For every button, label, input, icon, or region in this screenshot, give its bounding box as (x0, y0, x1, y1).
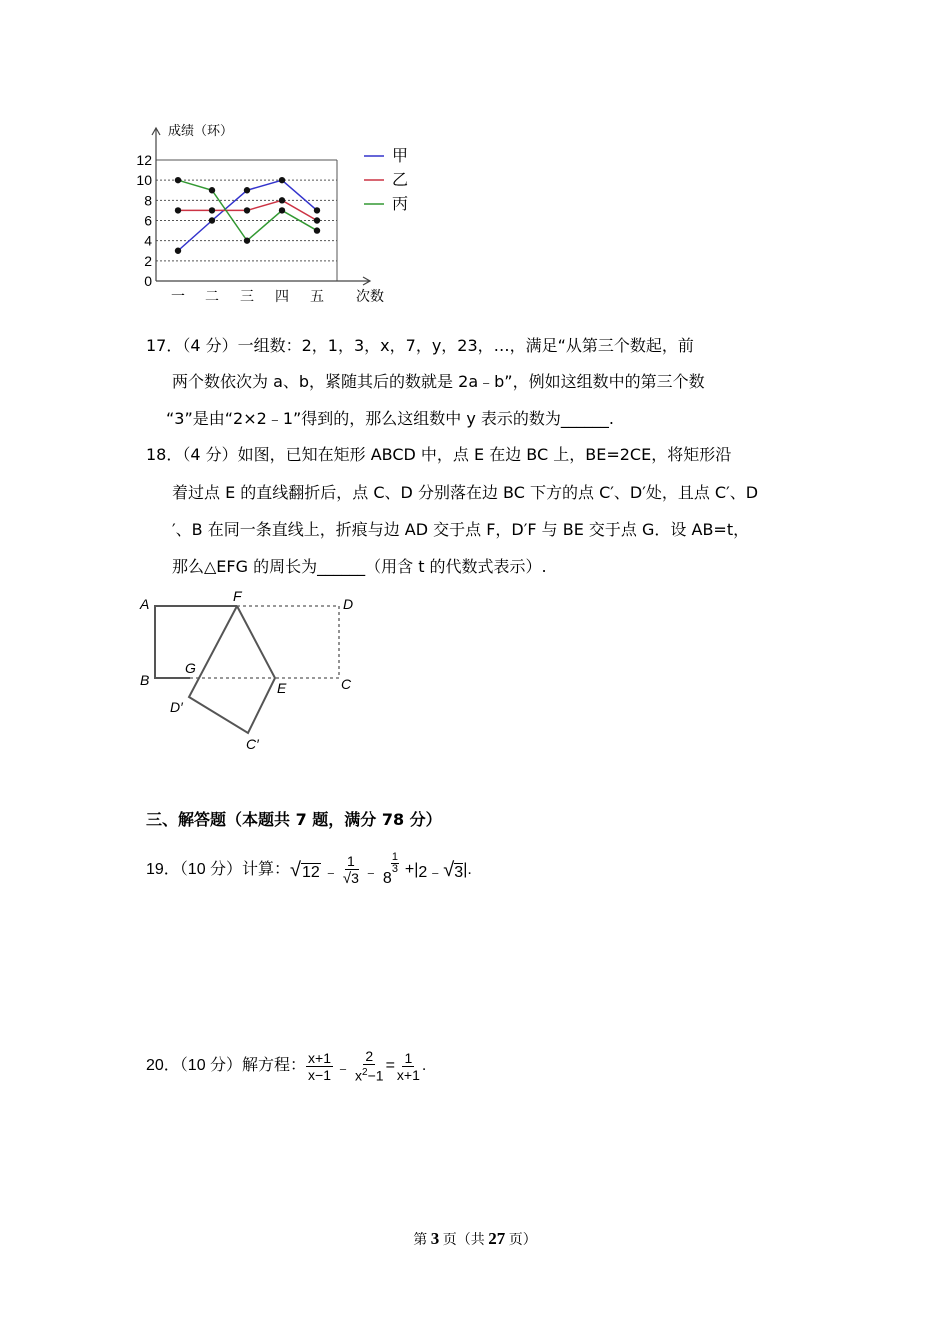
frac-num: 1 (346, 853, 355, 869)
q20 (146, 1046, 426, 1086)
f3-den: x+1 (396, 1066, 420, 1083)
x-tick-label-2: 二 (205, 288, 219, 304)
f3-num: 1 (404, 1049, 413, 1066)
q18-line-4: 那么△EFG 的周长为______（用含 t 的代数式表示）. (172, 557, 547, 576)
fraction-1-over-x-plus-1 (395, 1050, 422, 1083)
q19 (146, 852, 472, 888)
footer-mid: 页（共 (439, 1233, 489, 1248)
y-tick-label-8: 8 (144, 192, 152, 209)
legend-label-甲: 甲 (392, 148, 409, 165)
footer-page-number: 3 (430, 1229, 440, 1248)
minus-sign-2: ﹣ (362, 863, 379, 881)
footer-post: 页） (505, 1233, 537, 1248)
data-point-乙-1 (175, 207, 181, 213)
plus-abs-open: +| (404, 861, 419, 878)
legend-label-乙: 乙 (392, 172, 409, 189)
y-tick-label-0: 0 (144, 273, 152, 289)
data-point-乙-3 (244, 207, 250, 213)
base-8: 8 (382, 870, 392, 887)
exp-den: 3 (391, 863, 399, 875)
rectangle-fold-figure (130, 585, 370, 760)
data-point-甲-4 (279, 177, 285, 183)
y-tick-label-6: 6 (144, 212, 152, 229)
label-C-prime: C′ (246, 736, 259, 752)
q19-prefix: 19．（10 分）计算： (146, 861, 291, 878)
y-tick-label-2: 2 (144, 252, 152, 269)
data-point-丙-5 (314, 227, 320, 233)
sqrt-3: √ 3 (443, 858, 464, 881)
q17-line-2: 两个数依次为 a、b，紧随其后的数就是 2a﹣b”，例如这组数中的第三个数 (172, 372, 705, 391)
q17-line-3: “3”是由“2×2﹣1”得到的，那么这组数中 y 表示的数为______. (166, 409, 615, 428)
x-tick-label-1: 一 (171, 288, 185, 304)
folded-quadrilateral (189, 606, 275, 733)
label-D: D (343, 596, 354, 612)
fraction-x-plus-1-over-x-minus-1 (306, 1050, 333, 1083)
label-B: B (140, 672, 150, 688)
f1-num: x+1 (308, 1049, 332, 1066)
q18-line-2: 着过点 E 的直线翻折后，点 C、D 分别落在边 BC 下方的点 C′、D′处，且点 C′、D (172, 483, 759, 502)
data-point-丙-2 (209, 187, 215, 193)
label-G: G (185, 660, 196, 676)
data-point-乙-5 (314, 217, 320, 223)
page-footer (0, 1229, 950, 1249)
y-tick-label-12: 12 (136, 152, 152, 168)
data-point-丙-4 (279, 207, 285, 213)
dashed-FD-DC-CE (237, 606, 339, 678)
radicand-12: 12 (302, 863, 320, 881)
footer-pre: 第 (413, 1233, 431, 1248)
fraction-1-over-sqrt3 (341, 853, 361, 887)
label-C: C (341, 676, 352, 692)
f2-num: 2 (365, 1048, 374, 1065)
sqrt-12: √ 12 (290, 858, 320, 881)
segment-AF-AB-BG (155, 606, 237, 678)
data-point-丙-1 (175, 177, 181, 183)
label-E: E (277, 680, 287, 696)
data-point-乙-2 (209, 207, 215, 213)
section-3-heading: 三、解答题（本题共 7 题，满分 78 分） (146, 810, 442, 829)
legend-label-丙: 丙 (392, 196, 409, 213)
label-A: A (140, 596, 150, 612)
y-tick-label-4: 4 (144, 232, 152, 249)
abs-close: |. (463, 861, 472, 878)
data-point-丙-3 (244, 237, 250, 243)
f2-den: $x^2-1$ (355, 1067, 384, 1084)
x-tick-label-3: 三 (240, 288, 254, 304)
data-point-甲-5 (314, 207, 320, 213)
y-tick-label-10: 10 (136, 172, 152, 189)
equals-sign: = (385, 1057, 395, 1074)
x-tick-label-5: 五 (310, 288, 324, 304)
q17-line-1: 17．（4 分）一组数：2，1，3，x，7，y，23，…，满足“从第三个数起，前 (146, 336, 694, 355)
minus-sign-1: ﹣ (322, 863, 339, 881)
f1-den: x−1 (308, 1066, 332, 1083)
y-axis-title: 成绩（环） (168, 123, 234, 138)
x-axis-title: 次数 (356, 288, 384, 304)
power-8-one-third (381, 852, 403, 888)
x-tick-label-4: 四 (275, 288, 289, 304)
q18-line-3: ′、B 在同一条直线上，折痕与边 AD 交于点 F，D′F 与 BE 交于点 G．设 AB=t， (172, 520, 750, 539)
q18-line-1: 18．（4 分）如图，已知在矩形 ABCD 中，点 E 在边 BC 上，BE=2CE，将矩形沿 (146, 445, 732, 464)
two-minus: 2﹣ (418, 863, 444, 881)
data-point-乙-4 (279, 197, 285, 203)
data-point-甲-3 (244, 187, 250, 193)
footer-total-pages: 27 (488, 1229, 506, 1248)
data-point-甲-2 (209, 217, 215, 223)
exp-num: 1 (391, 851, 399, 863)
minus-sign: ﹣ (335, 1059, 352, 1077)
data-point-甲-1 (175, 248, 181, 254)
q20-prefix: 20．（10 分）解方程： (146, 1057, 307, 1074)
period: . (421, 1057, 427, 1074)
label-F: F (233, 588, 242, 604)
frac-den: √3 (342, 870, 359, 887)
radicand-3: 3 (454, 863, 464, 881)
fraction-2-over-x2-minus-1 (353, 1048, 386, 1084)
label-D-prime: D′ (170, 699, 183, 715)
score-line-chart (130, 118, 430, 310)
